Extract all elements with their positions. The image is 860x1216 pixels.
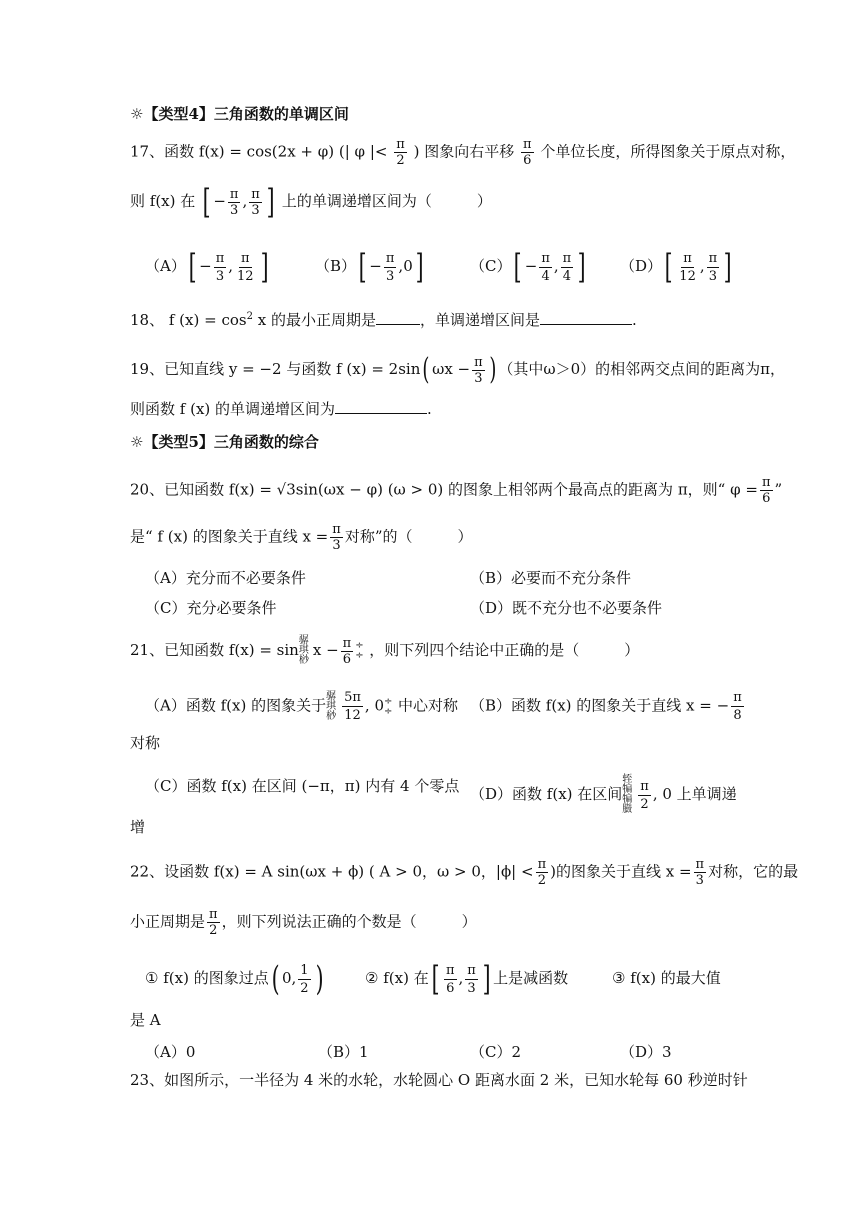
q20-line2: 是“ f (x) 的图象关于直线 x = $\frac{\pi}{3}$ 对称”的（ ） bbox=[130, 522, 473, 553]
q22-statement-1: ① f(x) 的图象过点( 0, $\frac{1}{2}$ ) bbox=[145, 959, 324, 999]
q21-option-b-cont: 对称 bbox=[130, 734, 161, 752]
section-4-heading bbox=[130, 107, 349, 122]
q22-statement-2: ② f(x) 在[ $\frac{\pi}{6}$ , $\frac{\pi}{3}$ ] 上是减函数 bbox=[365, 959, 569, 999]
q22-option-c: （C）2 bbox=[470, 1043, 522, 1061]
q17-option-a: （A）[ − $\frac{\pi}{3}$ , $\frac{\pi}{12}$ ] bbox=[145, 247, 269, 287]
q23-line1: 23、如图所示，一半径为 4 米的水轮，水轮圆心 O 距离水面 2 米，已知水轮每 60 秒逆时针 bbox=[130, 1071, 748, 1089]
q17-text-e: 上的单调递增区间为（ ） bbox=[281, 192, 492, 210]
fraction-pi-over-6: $\frac{\pi}{6}$ bbox=[522, 137, 532, 168]
q22-line2: 小正周期是 $\frac{\pi}{2}$ ，则下列说法正确的个数是（ ） bbox=[130, 907, 477, 938]
q20-option-c: （C）充分必要条件 bbox=[145, 599, 277, 617]
q21-option-d: （D）函数 f(x) 在区间轾 犏 犏 臌 $\frac{\pi}{2}$ , 0 上单调递 bbox=[470, 774, 737, 815]
q22-option-d: （D）3 bbox=[620, 1043, 672, 1061]
sun-icon: ☼ bbox=[130, 433, 144, 451]
q17-line1 bbox=[130, 138, 795, 167]
q20-option-b: （B）必要而不充分条件 bbox=[470, 569, 632, 587]
q20-line1: 20、已知函数 f(x) = √3sin(ωx − φ) (ω > 0) 的图象上相邻两个最高点的距离为 π，则“ φ = $\frac{\pi}{6}$ ” bbox=[130, 475, 783, 506]
sun-icon: ☼ bbox=[130, 105, 144, 123]
q17-text-a: 17、函数 f(x) = cos(2x + φ) (| φ |< bbox=[130, 142, 388, 161]
q17-text-b: ) 图象向右平移 bbox=[413, 142, 515, 161]
section-5-title: 【类型5】三角函数的综合 bbox=[143, 433, 319, 451]
q19-line2: 则函数 f (x) 的单调递增区间为 . bbox=[130, 400, 432, 418]
q17-line2: 则 f(x) 在 [ − $\frac{\pi}{3}$ , $\frac{\pi}{3}$ ] 上的单调递增区间为（ ） bbox=[130, 182, 492, 222]
q21-line1: 21、已知函数 f(x) = sin骣 琪 桫x − $\frac{\pi}{6}$ ÷ ÷ ，则下列四个结论中正确的是（ ） bbox=[130, 635, 640, 667]
q21-option-c: （C）函数 f(x) 在区间 (−π，π) 内有 4 个零点 bbox=[145, 777, 460, 795]
q19-line1: 19、已知直线 y = −2 与函数 f (x) = 2sin( ωx − $\frac{\pi}{3}$ ) （其中ω＞0）的相邻两交点间的距离为π， bbox=[130, 352, 786, 387]
q17-text-c: 个单位长度，所得图象关于原点对称， bbox=[540, 142, 796, 161]
q19-blank[interactable] bbox=[335, 413, 427, 414]
q17-option-c: （C）[ − $\frac{\pi}{4}$ , $\frac{\pi}{4}$ ] bbox=[470, 247, 586, 287]
q22-line1: 22、设函数 f(x) = A sin(ωx + ϕ) ( A > 0，ω > 0，|ϕ| < $\frac{\pi}{2}$ )的图象关于直线 x = $\frac{\pi}{3}$ 对称，它的最 bbox=[130, 857, 799, 888]
q20-option-a: （A）充分而不必要条件 bbox=[145, 569, 306, 587]
q22-option-b: （B）1 bbox=[318, 1043, 369, 1061]
q21-option-a: （A）函数 f(x) 的图象关于骣 琪 桫 $\frac{5\pi}{12}$ , 0÷ ÷ 中心对称 bbox=[145, 690, 459, 723]
q18-blank-interval[interactable] bbox=[540, 324, 632, 325]
section-5-heading bbox=[130, 435, 319, 450]
q17-text-d: 则 f(x) 在 bbox=[130, 192, 196, 210]
q17-option-d: （D）[ $\frac{\pi}{12}$ , $\frac{\pi}{3}$ ] bbox=[620, 247, 732, 287]
fraction-pi-over-2: $\frac{\pi}{2}$ bbox=[396, 137, 405, 168]
q22-statement-3-cont: 是 A bbox=[130, 1011, 161, 1029]
q20-option-d: （D）既不充分也不必要条件 bbox=[470, 599, 663, 617]
q21-option-b: （B）函数 f(x) 的图象关于直线 x = − $\frac{\pi}{8}$ bbox=[470, 690, 742, 723]
q21-option-d-cont: 增 bbox=[130, 818, 146, 836]
section-4-title: 【类型4】三角函数的单调区间 bbox=[143, 105, 349, 123]
q18-blank-period[interactable] bbox=[376, 324, 420, 325]
q22-option-a: （A）0 bbox=[145, 1043, 196, 1061]
q22-statement-3: ③ f(x) 的最大值 bbox=[612, 969, 721, 987]
q18-line: 18、 f $(x) = \cos^2 x$ 的最小正周期是 ，单调递增区间是 . bbox=[130, 311, 637, 329]
q17-option-b: （B）[ − $\frac{\pi}{3}$ ,0] bbox=[315, 247, 424, 287]
